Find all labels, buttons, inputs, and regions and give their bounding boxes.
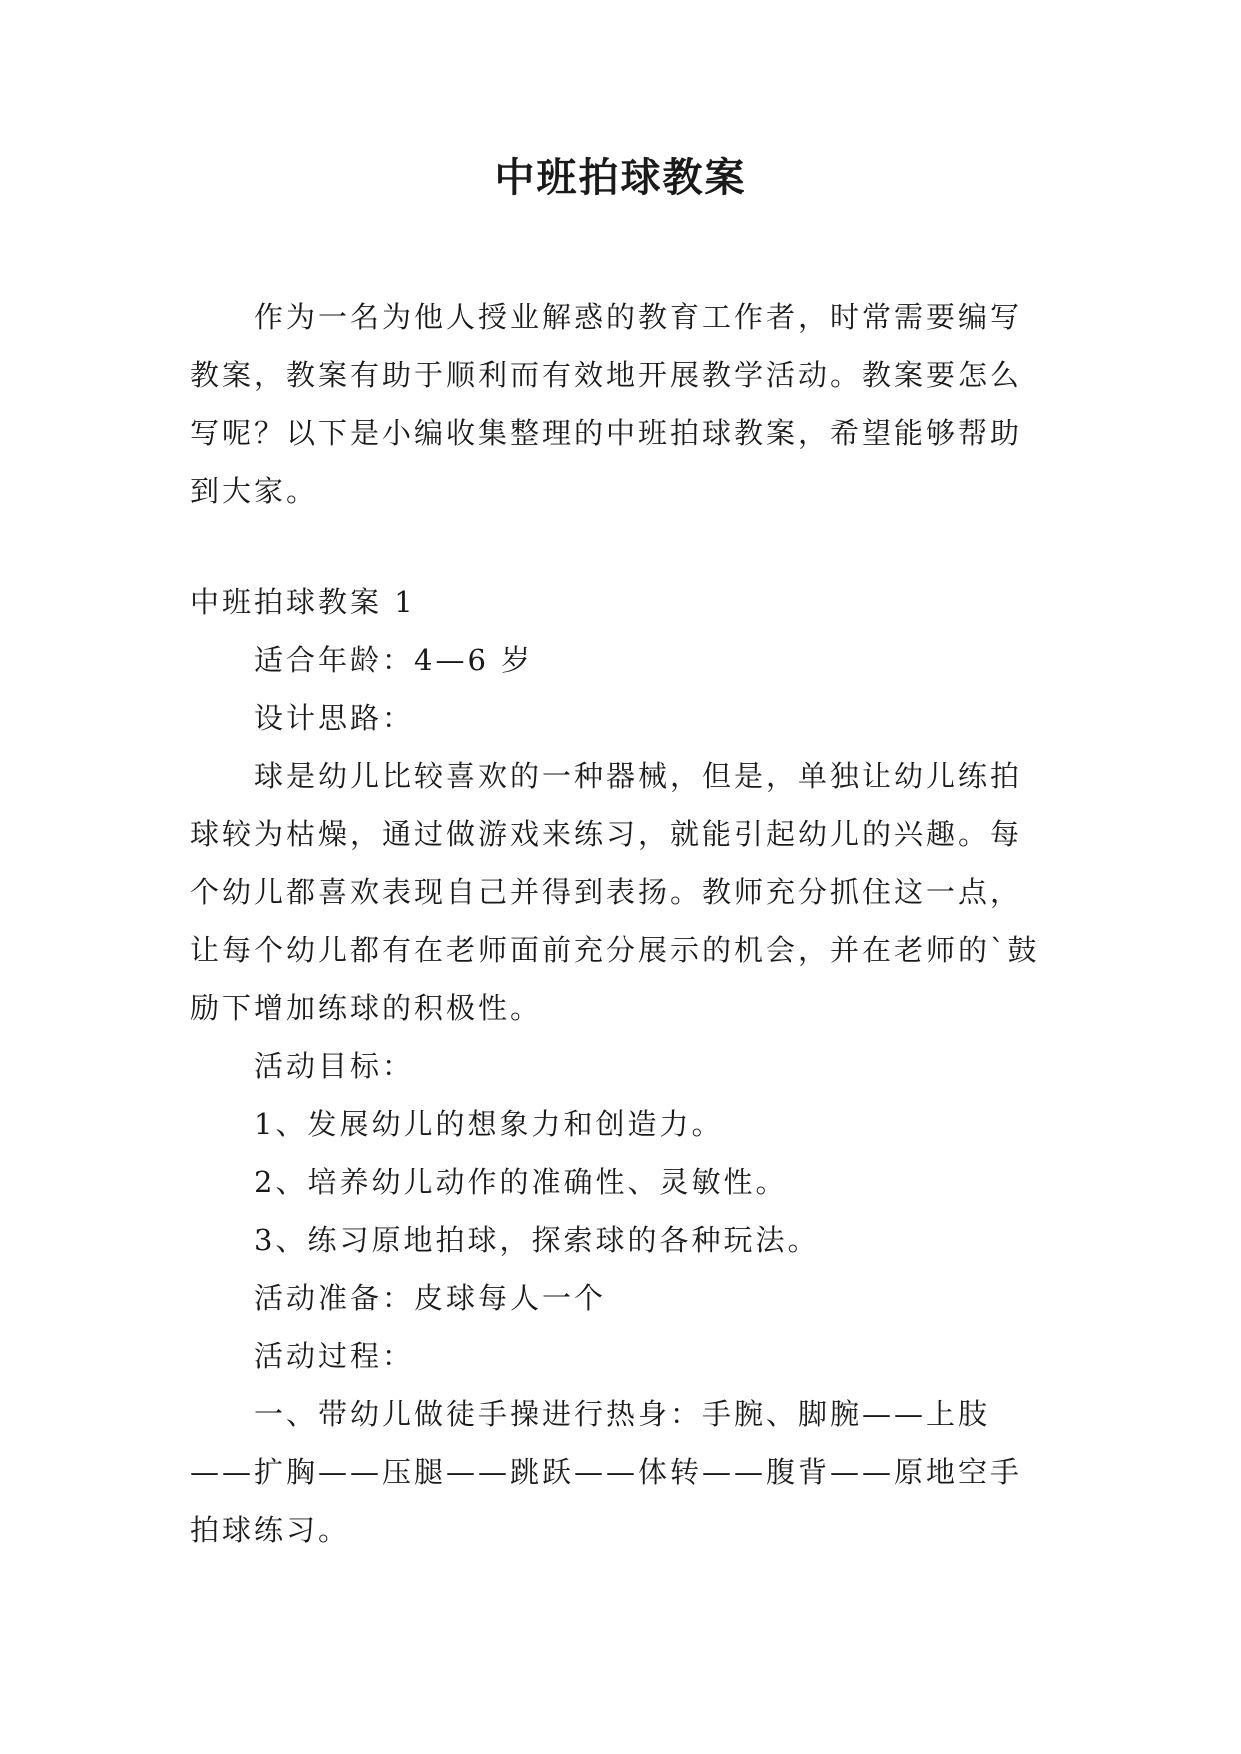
intro-section: [190, 288, 1050, 520]
section-heading: 中班拍球教案 1: [190, 585, 416, 619]
document-title: 中班拍球教案: [494, 155, 747, 201]
objective-item: 3、练习原地拍球，探索球的各种玩法。: [254, 1223, 820, 1257]
suitable-age: 适合年龄：4—6 岁: [254, 643, 534, 677]
objective-item: 2、培养幼儿动作的准确性、灵敏性。: [254, 1165, 788, 1199]
design-idea-paragraph: 球是幼儿比较喜欢的一种器械，但是，单独让幼儿练拍球较为枯燥，通过做游戏来练习，就能引起幼儿的兴趣。每个幼儿都喜欢表现自己并得到表扬。教师充分抓住这一点，让每个幼儿都有在老师面前充分展示的机会，并在老师的`鼓励下增加练球的积极性。: [190, 759, 1040, 1025]
design-idea-heading: 设计思路：: [254, 701, 415, 735]
lesson-plan-section: [190, 573, 1050, 1559]
preparation-line: 活动准备：皮球每人一个: [254, 1281, 607, 1315]
intro-paragraph: 作为一名为他人授业解惑的教育工作者，时常需要编写教案，教案有助于顺利而有效地开展教学活动。教案要怎么写呢？以下是小编收集整理的中班拍球教案，希望能够帮助到大家。: [190, 300, 1023, 508]
objectives-heading: 活动目标：: [254, 1049, 415, 1083]
process-heading: 活动过程：: [254, 1339, 415, 1373]
objective-item: 1、发展幼儿的想象力和创造力。: [254, 1107, 724, 1141]
process-step: 一、带幼儿做徒手操进行热身：手腕、脚腕——上肢——扩胸——压腿——跳跃——体转——腹背——原地空手拍球练习。: [190, 1397, 1023, 1547]
